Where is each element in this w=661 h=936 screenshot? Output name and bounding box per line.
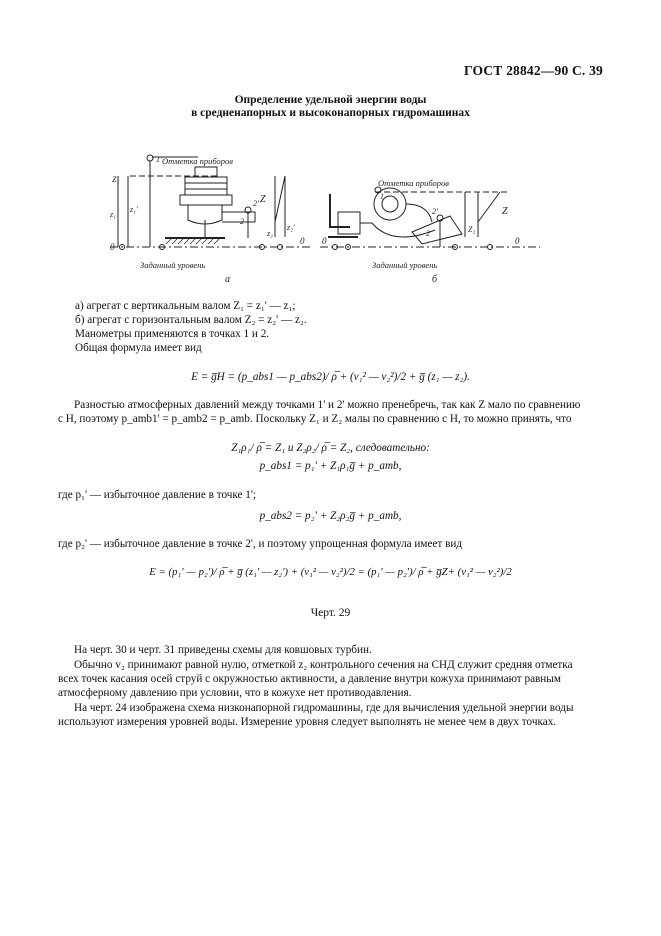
svg-text:2': 2' bbox=[432, 207, 438, 216]
figure-caption: Черт. 29 bbox=[310, 607, 351, 619]
svg-text:Z: Z bbox=[260, 194, 266, 205]
svg-text:Z: Z bbox=[502, 206, 508, 217]
equation-4: p_abs2 = p₂' + Z₂ρ₂g̅ + p_amb, bbox=[259, 510, 402, 522]
general-formula-intro: Общая формула имеет вид bbox=[75, 342, 202, 354]
manometers-note: Манометры применяются в точках 1 и 2. bbox=[75, 328, 270, 340]
generator-b bbox=[338, 212, 360, 234]
label-instruments-a: Отметка приборов bbox=[162, 156, 233, 166]
paragraph-4-line-1: На черт. 24 изображена схема низконапорной гидромашины, где для вычисления удельной энергии воды bbox=[74, 702, 574, 714]
item-a: а) агрегат с вертикальным валом Z₁ = z₁' — z₁; bbox=[75, 300, 296, 312]
item-b: б) агрегат с горизонтальным валом Z₂ = z₂' — z₂. bbox=[75, 314, 307, 326]
paragraph-2: На черт. 30 и черт. 31 приведены схемы для ковшовых турбин. bbox=[74, 644, 372, 656]
equation-3: p_abs1 = p₁' + Z₁ρ₁g̅ + p_amb, bbox=[259, 460, 402, 472]
svg-text:2: 2 bbox=[240, 217, 244, 226]
label-instruments-b: Отметка приборов bbox=[378, 178, 449, 188]
svg-text:z₁: z₁ bbox=[110, 210, 116, 219]
svg-text:1: 1 bbox=[380, 192, 384, 201]
page-header: ГОСТ 28842—90 С. 39 bbox=[464, 63, 603, 78]
svg-text:1': 1' bbox=[156, 155, 162, 164]
where-p2: где p₂' — избыточное давление в точке 2', и поэтому упрощенная формула имеет вид bbox=[58, 538, 463, 550]
paragraph-3-line-2: всех точек касания осей струй с окружностью активности, а давление внутри кожуха принимают равным bbox=[58, 673, 561, 685]
svg-text:0: 0 bbox=[300, 236, 305, 246]
generator-body-a bbox=[185, 177, 227, 195]
paragraph-3-line-3: атмосферному давлению при условии, что в кожухе нет противодавления. bbox=[58, 687, 412, 699]
equation-1: E = g̅H = (p_abs1 — p_abs2)/ ρ̅ + (v₁² — v₂²)/2 + g̅ (z₁ — z₂). bbox=[191, 371, 470, 383]
draft-tube-a bbox=[222, 212, 255, 222]
svg-text:z₂: z₂ bbox=[267, 229, 273, 238]
paragraph-4-line-2: используют измерения уровней воды. Измерение уровня следует выполнять не менее чем в двух точках. bbox=[58, 716, 557, 728]
paragraph-1-line-2: с H, поэтому p_amb1' = p_amb2 = p_amb. Поскольку Z₁ и Z₂ малы по сравнению с H, то можно принять, что bbox=[58, 413, 572, 425]
figure-29-diagram bbox=[110, 152, 540, 286]
label-reference-a: Заданный уровень bbox=[140, 260, 206, 270]
svg-text:z₁': z₁' bbox=[130, 205, 138, 214]
svg-text:0: 0 bbox=[110, 242, 115, 252]
figure-title-line-1: Определение удельной энергии воды bbox=[234, 94, 427, 106]
gauge-1-a bbox=[147, 155, 153, 161]
svg-text:z₂': z₂' bbox=[287, 223, 295, 232]
svg-text:2: 2 bbox=[426, 229, 430, 238]
generator-base-a bbox=[180, 195, 232, 205]
equation-2: Z₁ρ₁/ ρ̅ = Z₁ и Z₂ρ₂/ ρ̅ = Z₂, следовательно: bbox=[231, 442, 430, 454]
pit-wall-b bbox=[330, 194, 350, 227]
subfigure-label-b: б bbox=[432, 274, 438, 285]
svg-text:Z₂: Z₂ bbox=[468, 225, 476, 234]
figure-title-line-2: в средненапорных и высоконапорных гидромашинах bbox=[191, 107, 470, 119]
inlet-pipe-b bbox=[406, 204, 432, 222]
label-reference-b: Заданный уровень bbox=[372, 260, 438, 270]
subfigure-label-a: а bbox=[225, 274, 230, 285]
paragraph-3-line-1: Обычно v₂ принимают равной нулю, отметкой z₂ контрольного сечения на СНД служит средняя отметка bbox=[74, 659, 573, 671]
equation-5: E = (p₁' — p₂')/ ρ̅ + g̅ (z₁' — z₂') + (v₁² — v₂²)/2 = (p₁' — p₂')/ ρ̅ + g̅Z+ (v₁² — v₂²)/2 bbox=[149, 566, 512, 578]
svg-text:0: 0 bbox=[322, 236, 327, 246]
where-p1: где p₁' — избыточное давление в точке 1'; bbox=[58, 489, 257, 501]
svg-text:Z₁: Z₁ bbox=[112, 175, 120, 184]
paragraph-1-line-1: Разностью атмосферных давлений между точками 1' и 2' можно пренебречь, так как Z мало по сравнению bbox=[74, 399, 581, 411]
svg-text:0: 0 bbox=[515, 236, 520, 246]
svg-text:2': 2' bbox=[253, 199, 259, 208]
